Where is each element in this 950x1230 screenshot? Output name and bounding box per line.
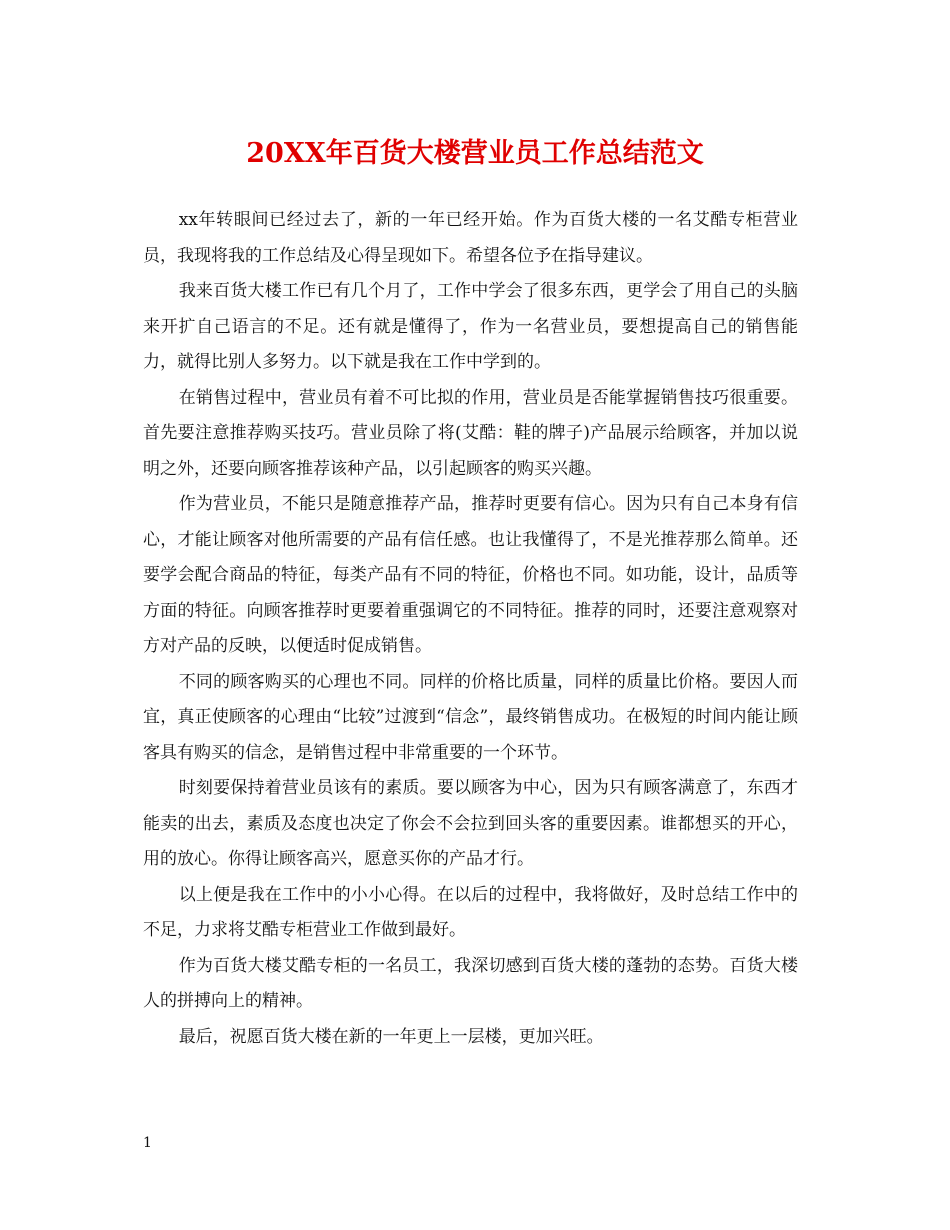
document-title: 20XX年百货大楼营业员工作总结范文 bbox=[246, 138, 704, 169]
paragraph-7: 以上便是我在工作中的小小心得。在以后的过程中，我将做好，及时总结工作中的不足，力求将艾酷专柜营业工作做到最好。 bbox=[143, 884, 798, 940]
paragraph-3: 在销售过程中，营业员有着不可比拟的作用，营业员是否能掌握销售技巧很重要。首先要注意推荐购买技巧。营业员除了将(艾酷：鞋的牌子)产品展示给顾客，并加以说明之外，还要向顾客推荐该种产品，以引起顾客的购买兴趣。 bbox=[143, 387, 798, 479]
paragraph-1: xx年转眼间已经过去了，新的一年已经开始。作为百货大楼的一名艾酷专柜营业员，我现将我的工作总结及心得呈现如下。希望各位予在指导建议。 bbox=[143, 210, 798, 266]
paragraph-8: 作为百货大楼艾酷专柜的一名员工，我深切感到百货大楼的蓬勃的态势。百货大楼人的拼搏向上的精神。 bbox=[143, 955, 798, 1011]
paragraph-9: 最后，祝愿百货大楼在新的一年更上一层楼，更加兴旺。 bbox=[178, 1026, 604, 1047]
page-number: 1 bbox=[143, 1135, 152, 1151]
paragraph-4: 作为营业员，不能只是随意推荐产品，推荐时更要有信心。因为只有自己本身有信心，才能让顾客对他所需要的产品有信任感。也让我懂得了，不是光推荐那么简单。还要学会配合商品的特征，每类产品有不同的特征，价格也不同。如功能，设计，品质等方面的特征。向顾客推荐时更要着重强调它的不同特征。推荐的同时，还要注意观察对方对产品的反映，以便适时促成销售。 bbox=[143, 494, 798, 656]
paragraph-6: 时刻要保持着营业员该有的素质。要以顾客为中心，因为只有顾客满意了，东西才能卖的出去，素质及态度也决定了你会不会拉到回头客的重要因素。谁都想买的开心，用的放心。你得让顾客高兴，愿意买你的产品才行。 bbox=[143, 778, 798, 869]
document-body bbox=[143, 203, 798, 1055]
paragraph-2: 我来百货大楼工作已有几个月了，工作中学会了很多东西，更学会了用自己的头脑来开扩自己语言的不足。还有就是懂得了，作为一名营业员，要想提高自己的销售能力，就得比别人多努力。以下就是我在工作中学到的。 bbox=[143, 281, 798, 372]
paragraph-5: 不同的顾客购买的心理也不同。同样的价格比质量，同样的质量比价格。要因人而宜，真正使顾客的心理由“比较”过渡到“信念”，最终销售成功。在极短的时间内能让顾客具有购买的信念，是销售过程中非常重要的一个环节。 bbox=[143, 671, 798, 763]
